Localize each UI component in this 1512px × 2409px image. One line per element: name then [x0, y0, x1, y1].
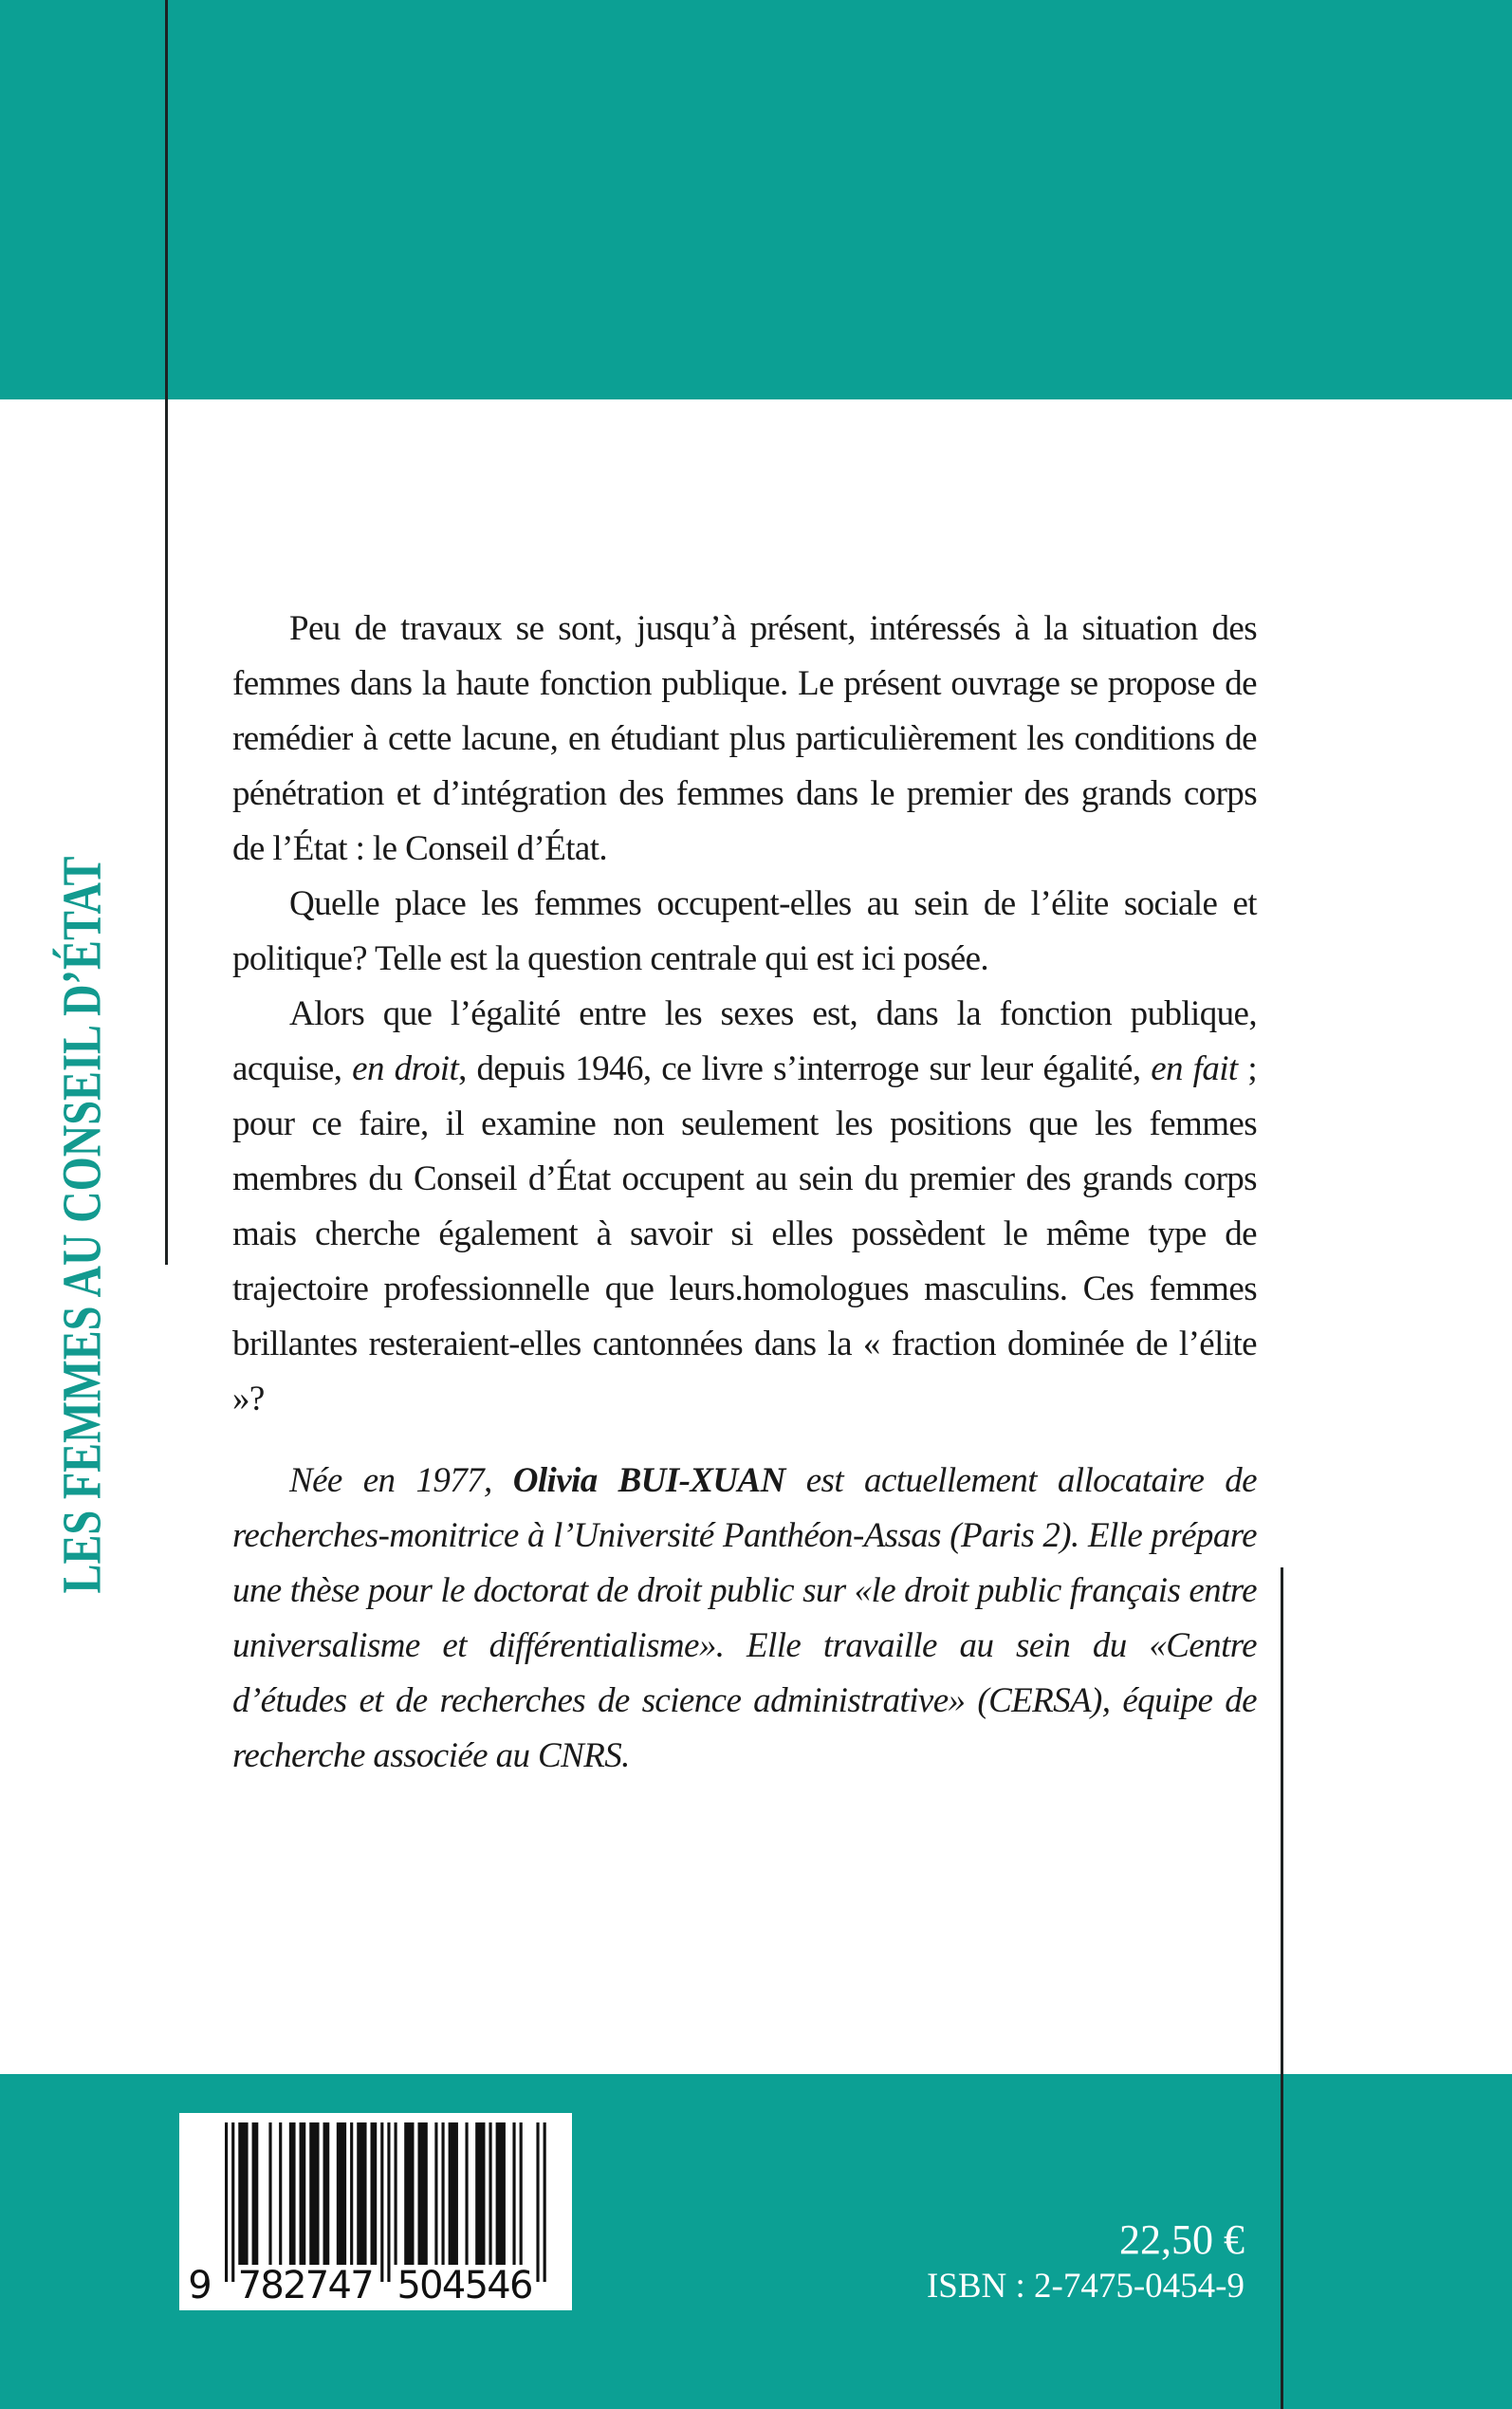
svg-text:504546: 504546	[396, 2264, 534, 2307]
spine-title-text: LES FEMMES AU CONSEIL D’ÉTAT	[50, 856, 113, 1594]
blurb	[232, 602, 1257, 1427]
spine-title	[50, 764, 114, 1685]
isbn-number: ISBN : 2-7475-0454-9	[926, 2267, 1245, 2306]
right-vertical-rule	[1281, 1567, 1283, 2409]
paragraph-text: ; pour ce faire, il examine non seulement les positions que les femmes membres du Conseil d’État occupent au sein du premier des grands corps mais cherche également à savoir si elles possèdent le même type de trajectoire professionnelle que leurs.homologues masculins. Ces femmes brillantes resteraient-elles cantonnées dans la « fraction dominée de l’élite »?	[232, 1049, 1258, 1418]
top-color-band	[0, 0, 1512, 399]
svg-text:782747: 782747	[237, 2264, 375, 2307]
author-bio	[232, 1454, 1257, 1784]
paragraph-text: Alors que l’égalité entre les sexes est, dans la fonction publique, acquise,	[232, 994, 1257, 1088]
barcode-graphic	[179, 2113, 572, 2310]
blurb-paragraph	[232, 602, 1257, 877]
blurb-paragraph	[232, 877, 1257, 987]
left-vertical-rule	[165, 0, 168, 1265]
author-bio-text: est actuellement allocataire de recherches-monitrice à l’Université Panthéon-Assas (Paris 2). Elle prépare une thèse pour le doctorat de droit public sur «le droit public français entre universalisme et différentialisme». Elle travaille au sein du «Centre d’études et de recherches de science administrative» (CERSA), équipe de recherche associée au CNRS.	[232, 1461, 1257, 1775]
blurb-paragraph	[232, 987, 1257, 1427]
price: 22,50 €	[1119, 2216, 1245, 2263]
emphasis-text: en droit	[352, 1049, 459, 1088]
svg-text:9: 9	[188, 2264, 212, 2307]
paragraph-text: Peu de travaux se sont, jusqu’à présent, intéressés à la situation des femmes dans la haute fonction publique. Le présent ouvrage se propose de remédier à cette lacune, en étudiant plus particulièrement les conditions de pénétration et d’intégration des femmes dans le premier des grands corps de l’État : le Conseil d’État.	[232, 609, 1257, 868]
author-bio-prefix: Née en 1977,	[289, 1461, 513, 1500]
paragraph-text: , depuis 1946, ce livre s’interroge sur leur égalité,	[458, 1049, 1152, 1088]
back-cover-text	[232, 602, 1257, 1784]
author-name: Olivia BUI-XUAN	[512, 1461, 785, 1500]
paragraph-text: Quelle place les femmes occupent-elles au sein de l’élite sociale et politique? Telle est la question centrale qui est ici posée.	[232, 884, 1257, 978]
isbn-barcode	[179, 2113, 572, 2310]
emphasis-text: en fait	[1151, 1049, 1238, 1088]
